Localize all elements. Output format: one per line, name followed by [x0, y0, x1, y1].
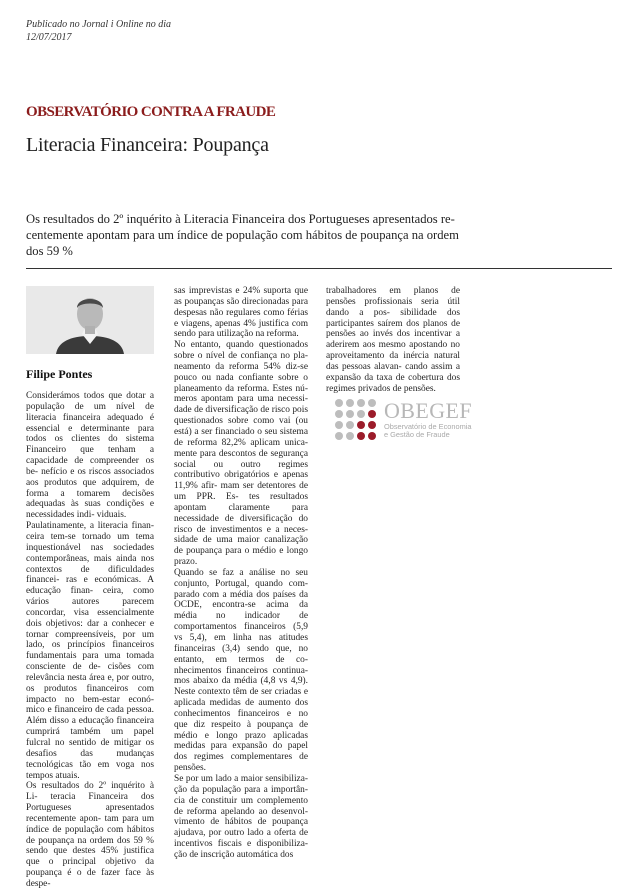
article-title: Literacia Financeira: Poupança: [26, 134, 269, 156]
logo-dot: [357, 410, 365, 418]
logo-dot: [368, 432, 376, 440]
publication-note: Publicado no Jornal i Online no dia 12/07/2017: [26, 19, 171, 43]
logo-dot: [335, 410, 343, 418]
logo-subtitle: Observatório de Economia e Gestão de Fraude: [384, 422, 472, 440]
author-name: Filipe Pontes: [26, 367, 93, 381]
divider: [26, 268, 612, 269]
article-column-3: trabalhadores em planos de pensões profissionais seria útil dando a pos- sibilidade dos participantes saírem dos planos de pensões ao invés dos incentivar a aderirem aos mesmo apostando no aproveitamento da inércia natural das pessoas alavan- cando assim a expansão da taxa de cobertura dos regimes privados de pensões.: [326, 286, 460, 394]
logo-dot: [346, 432, 354, 440]
author-photo: [26, 286, 154, 354]
logo-dot: [335, 421, 343, 429]
logo-dot: [346, 421, 354, 429]
logo-dot: [357, 421, 365, 429]
article-column-2: sas imprevistas e 24% suporta que as poupanças são direcionadas para despesas não regulares como férias e viagens, apenas 4% justifica com sendo para utilização na reforma. No entanto, quando questionados sobre o nível de confiança no pla- neamento da reforma 54% diz-se pouco ou nada confiante sobre o planeamento da reforma. Estes nú- meros apontam para uma necessi- dade de diversificação de risco pois questionados sobre como vai (ou está) a ser financiado o seu sistema de reforma 82,2% aplicam unica- mente para descontos de segurança social ou outro regimes contributivo obrigatórios e apenas 11,9% afir- mam ser detentores de um PPR. Es- tes resultados apontam claramente para necessidade de diversificação do risco de investimentos e a neces- sidade de uma maior canalização de poupança para o médio e longo prazo. Quando se faz a análise no seu conjunto, Portugal, quando com- parado com a média dos países da OCDE, encontra-se acima da média no indicador de comportamentos financeiros (5,9 vs 5,4), em linha nas atitudes financeiras (3,4) sendo que, no entanto, em termos de co- nhecimentos financeiros continua- mos abaixo da média (4,8 vs 4,9). Neste contexto têm de ser criadas e aplicada medidas de aumento dos conhecimentos financeiros e no que diz respeito à poupança de médio e longo prazo aplicadas medidas para expansão do papel dos regimes complementares de pensões. Se por um lado a maior sensibiliza- ção da população para a importân- cia de constituir um complemento de reforma apelando ao desenvol- vimento de hábitos de poupança ajudava, por outro lado a oferta de incentivos fiscais e disponibiliza- ção de inscrição automática dos: [174, 286, 308, 860]
logo-dot: [368, 410, 376, 418]
logo-dots-icon: [334, 398, 380, 442]
logo-name: OBEGEF: [384, 398, 472, 423]
article-lead: Os resultados do 2º inquérito à Literacia Financeira dos Portugueses apresentados re- centemente apontam para um índice de população com hábitos de poupança na ordem dos 59 %: [26, 212, 459, 258]
logo-dot: [335, 432, 343, 440]
logo-dot: [346, 410, 354, 418]
article-column-1: Considerámos todos que dotar a população de um nível de literacia financeira adequado é essencial e determinante para todos os clientes do sistema Financeiro que tenham a capacidade de compreender os be- nefício e os riscos associados aos produtos que adquirem, de forma a tomarem decisões adequadas às suas condições e necessidades indi- viduais. Paulatinamente, a literacia finan- ceira tem-se tornado um tema inquestionável nas sociedades contemporâneas, mais ainda nos contextos de dificuldades financei- ras e económicas. A educação finan- ceira, como vários autores parecem concordar, visa essencialmente dois objetivos: dar a conhecer e tornar compreensíveis, por um lado, os princípios financeiros fundamentais para uma tomada consciente de de- cisões com relevância nesta área e, por outro, os produtos financeiros com impacto no bem-estar econó- mico e financeiro de cada pessoa. Além disso a educação financeira cumprirá também um papel fulcral no sentido de mitigar os desafios das mudanças tecnológicas tão em voga nos tempos atuais. Os resultados do 2º inquérito à Li- teracia Financeira dos Portugueses apresentados recentemente apon- tam para um índice de população com hábitos de poupança na ordem dos 59 % sendo que destes 45% justifica que o principal objetivo da poupança é o de fazer face às despe-: [26, 391, 154, 889]
logo-dot: [368, 399, 376, 407]
logo-dot: [368, 421, 376, 429]
logo-dot: [357, 432, 365, 440]
logo-dot: [346, 399, 354, 407]
author-portrait-image: [26, 286, 154, 354]
section-title: OBSERVATÓRIO CONTRA A FRAUDE: [26, 104, 276, 120]
logo-dot: [335, 399, 343, 407]
obegef-logo: [334, 398, 484, 444]
logo-dot: [357, 399, 365, 407]
